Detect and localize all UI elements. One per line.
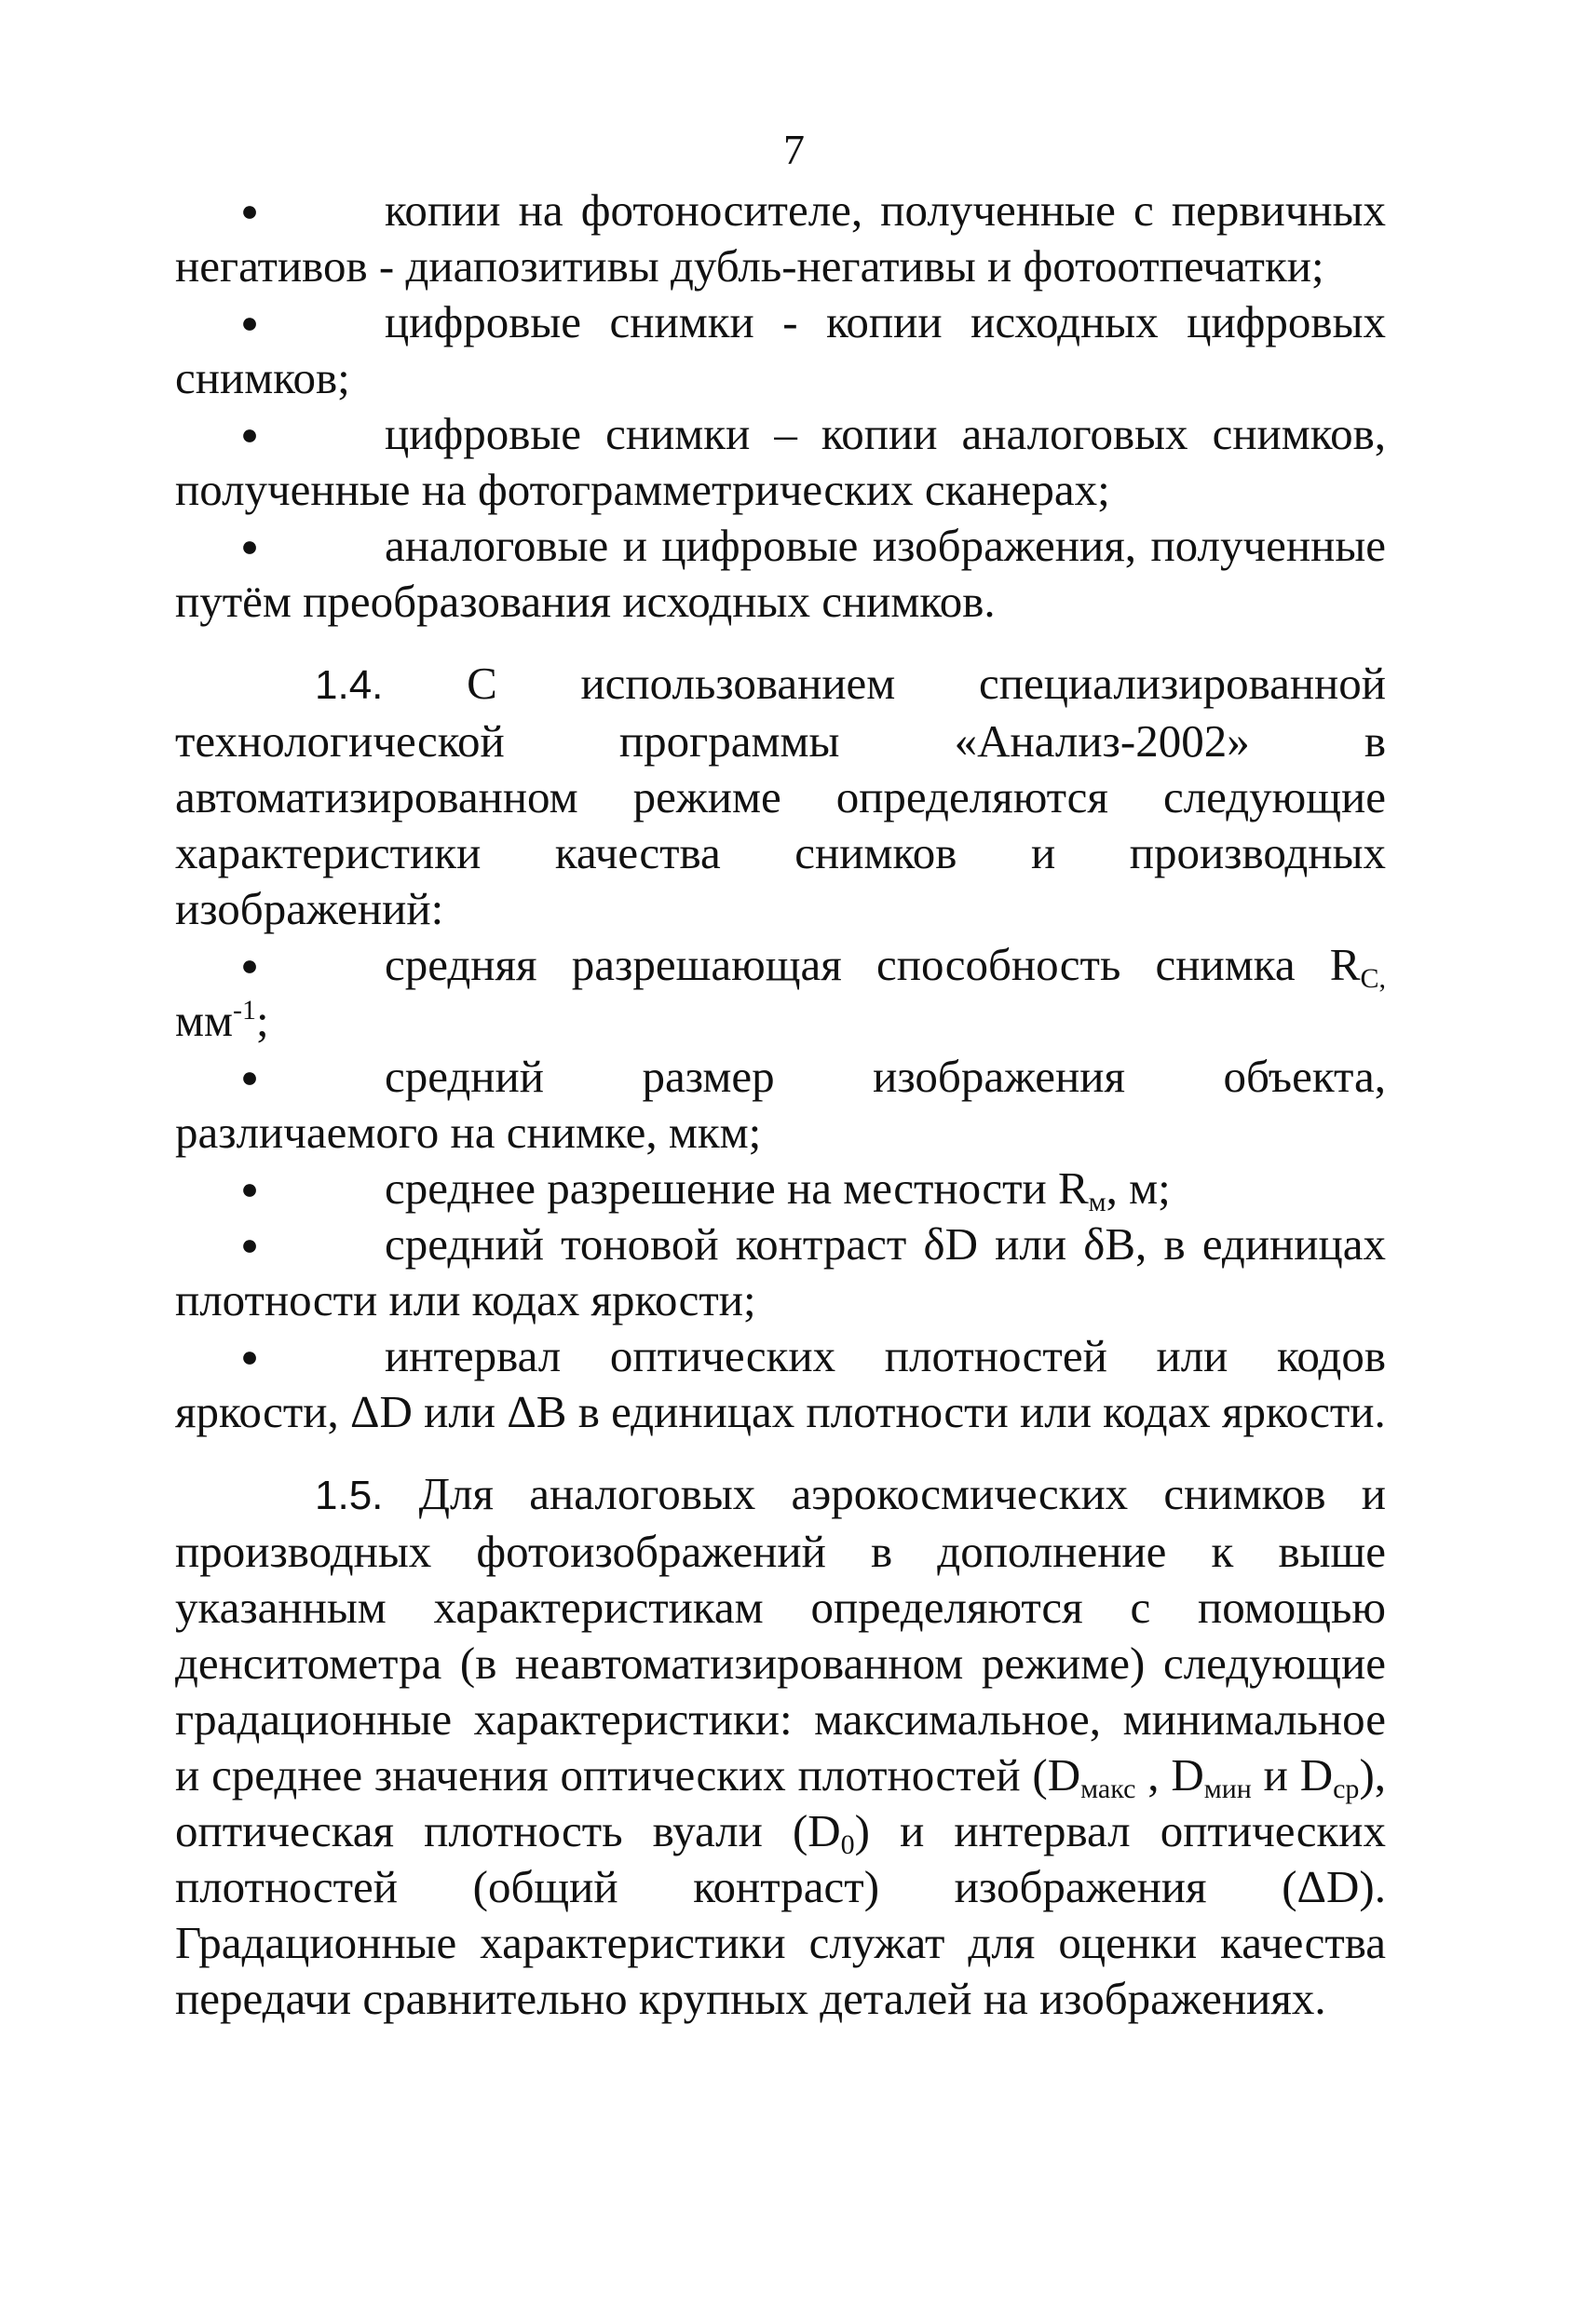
page-number: 7 — [783, 126, 805, 173]
list-item — [175, 1328, 1386, 1440]
list-item — [175, 1049, 1386, 1161]
list-item-text: средний тоновой контраст δD или δB, в единицах плотности или кодах яркости; — [175, 1218, 1386, 1325]
bullet-icon: ● — [240, 529, 259, 563]
section-1-4-paragraph — [175, 656, 1386, 937]
list-item — [175, 183, 1386, 294]
list-item-text: цифровые снимки - копии исходных цифровых снимков; — [175, 296, 1386, 403]
list-item: ● среднее разрешение на местности $R_м$, м; — [175, 1161, 1386, 1216]
bullet-icon: ● — [240, 417, 259, 451]
bullet-icon: ● — [240, 1172, 259, 1205]
list-item — [175, 294, 1386, 406]
bullet-icon: ● — [240, 1339, 259, 1373]
section-text: С использованием специализированной технологической программы «Анализ-2002» в автоматизированном режиме определяются следующие характеристики качества снимков и производных изображений: — [175, 658, 1386, 934]
section-number: 1.4. — [315, 662, 384, 708]
bullet-icon: ● — [240, 1228, 259, 1261]
section-number: 1.5. — [315, 1473, 384, 1518]
list-item — [175, 1216, 1386, 1328]
bullet-icon: ● — [240, 948, 259, 982]
list-item-text: цифровые снимки – копии аналоговых снимков, полученные на фотограмметрических сканерах; — [175, 408, 1386, 515]
bullet-icon: ● — [240, 306, 259, 339]
list-item-text: копии на фотоносителе, полученные с первичных негативов - диапозитивы дубль-негативы и фотоотпечатки; — [175, 184, 1386, 292]
list-item-text: средний размер изображения объекта, различаемого на снимке, мкм; — [175, 1051, 1386, 1158]
list-item: ● средняя разрешающая способность снимка $R_{C,}$ $мм^{-1}$; — [175, 939, 1386, 1046]
page-body — [175, 183, 1386, 2027]
bullet-icon: ● — [240, 194, 259, 227]
list-item-text: интервал оптических плотностей или кодов яркости, ΔD или ΔB в единицах плотности или кодах яркости. — [175, 1330, 1386, 1437]
bullet-icon: ● — [240, 1060, 259, 1094]
list-item-text: аналоговые и цифровые изображения, полученные путём преобразования исходных снимков. — [175, 520, 1386, 627]
list-item — [175, 518, 1386, 630]
section-1-5-paragraph: 1.5. Для аналоговых аэрокосмических снимков и производных фотоизображений в дополнение к выше указанным характеристикам определяются с помощью денситометра (в неавтоматизированном режиме) следующие градационные характеристики: максимальное, минимальное и среднее значения оптических плотностей ($D_{макс}$ , $D_{мин}$ и $D_{ср}$), оптическая плотность вуали $(D_0)$ и интервал оптических плотностей (общий контраст) изображения (ΔD). Градационные характеристики служат для оценки качества передачи сравнительно крупных деталей на изображениях. — [175, 1468, 1387, 2024]
list-item — [175, 406, 1386, 518]
